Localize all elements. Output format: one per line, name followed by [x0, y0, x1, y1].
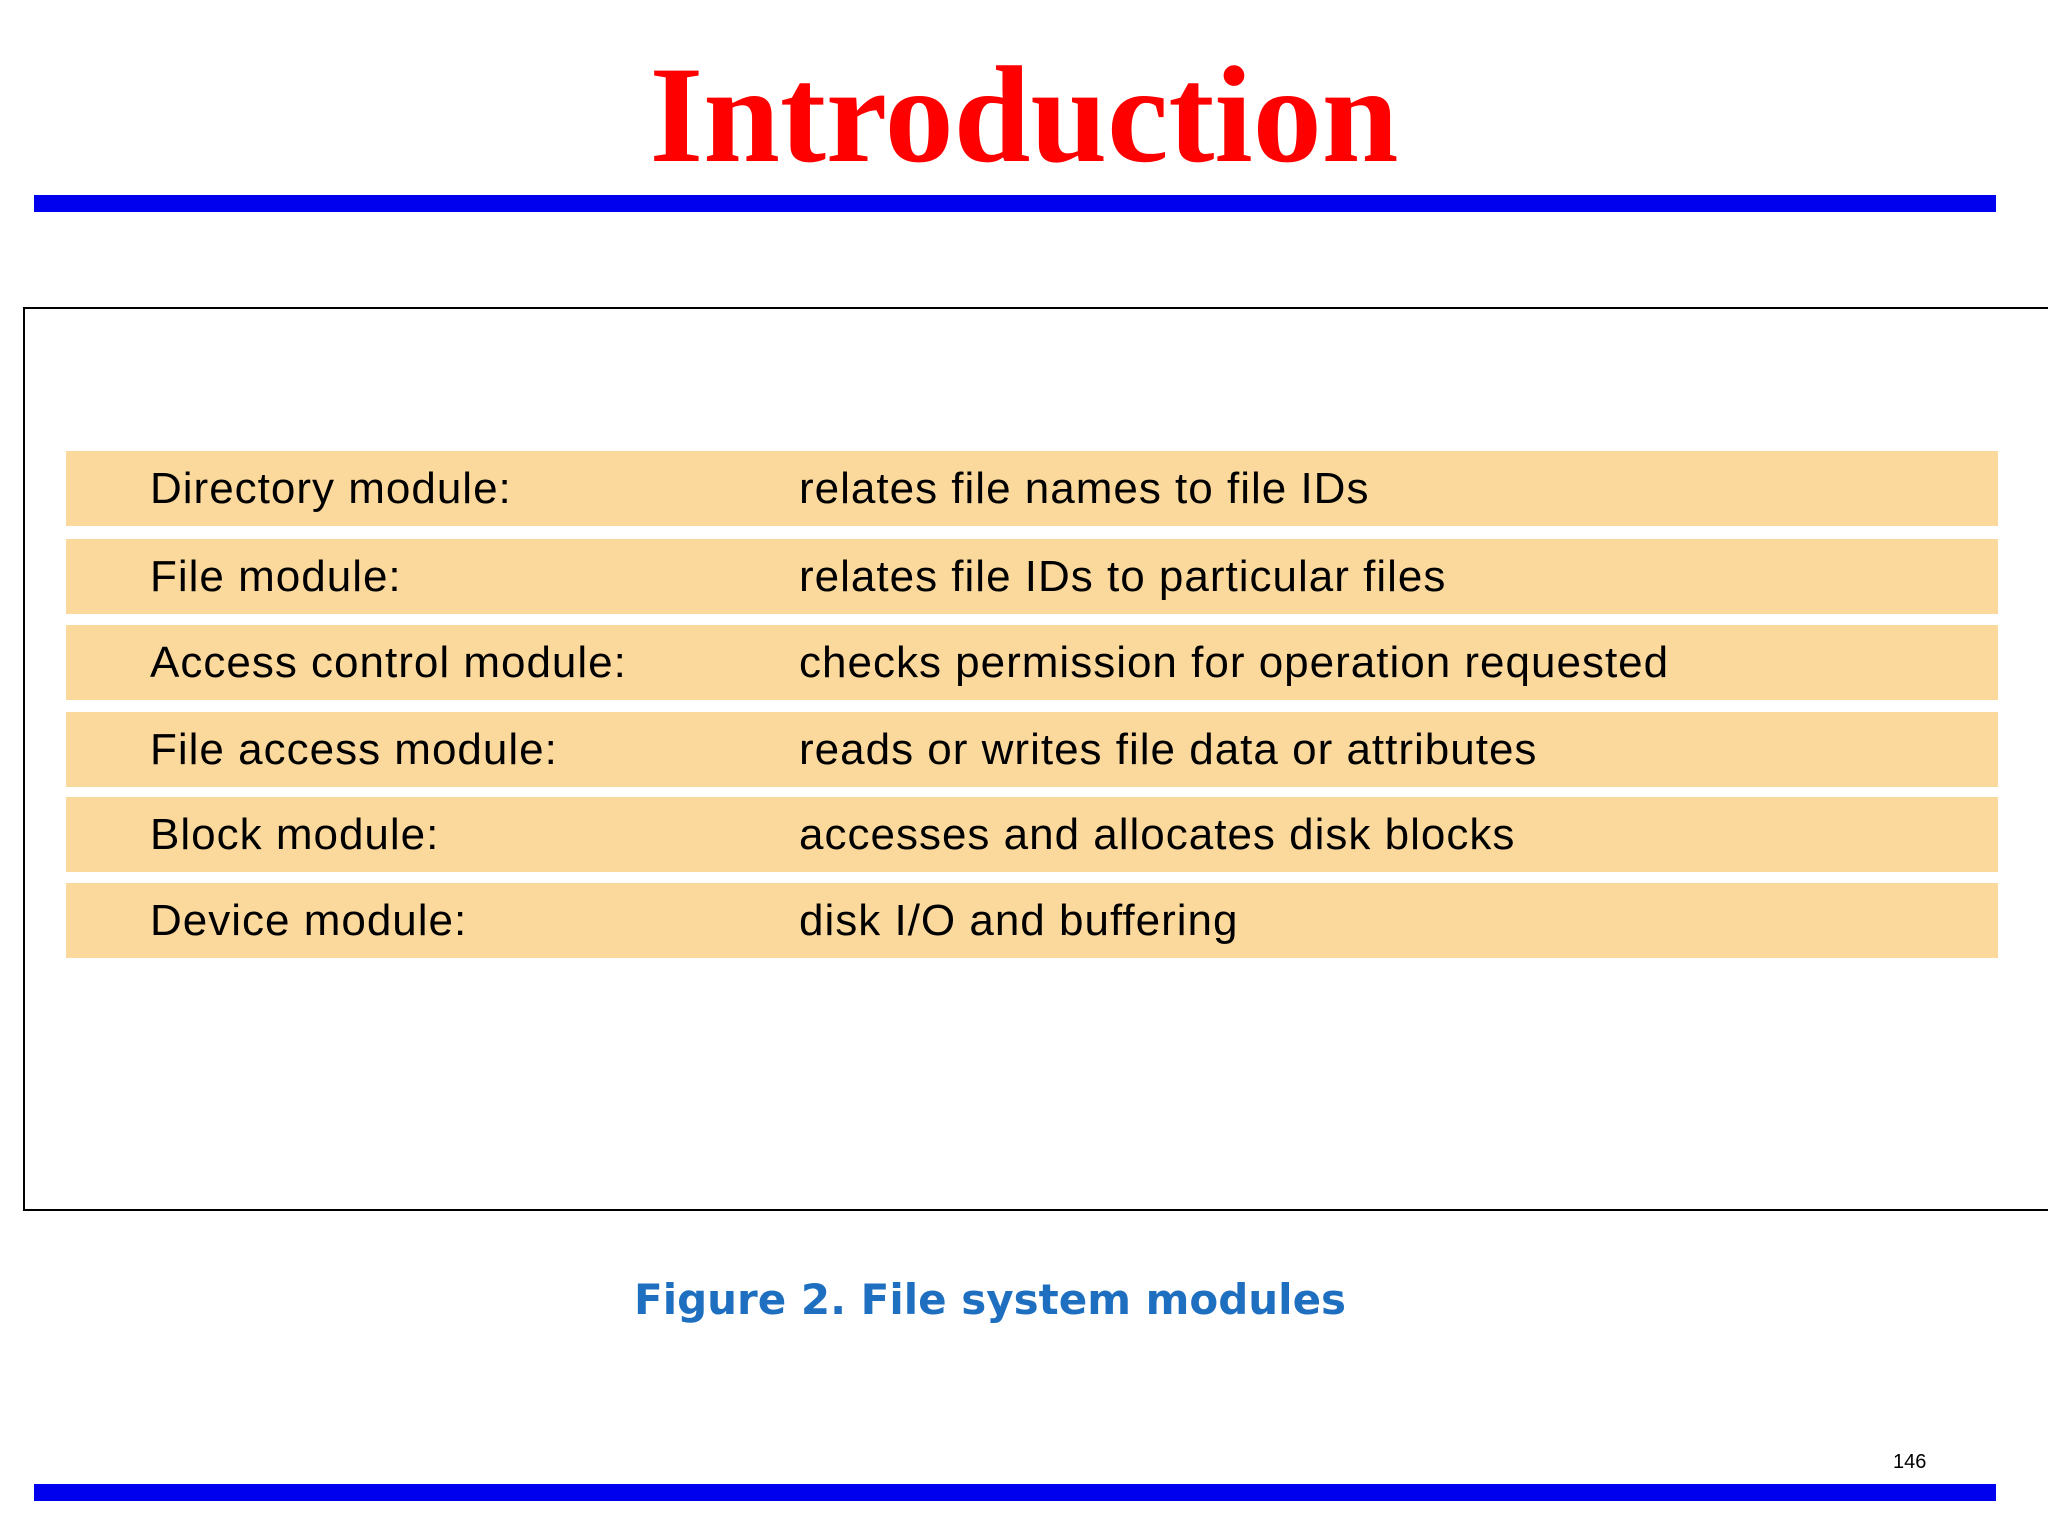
module-row-file — [66, 539, 1998, 614]
module-description: relates file names to file IDs — [799, 463, 1370, 513]
module-name: Device module: — [150, 895, 468, 945]
bottom-divider — [34, 1484, 1996, 1501]
module-row-file-access — [66, 712, 1998, 787]
module-name: Access control module: — [150, 637, 627, 687]
module-description: relates file IDs to particular files — [799, 551, 1447, 601]
module-description: reads or writes file data or attributes — [799, 724, 1538, 774]
module-name: Block module: — [150, 809, 440, 859]
slide-title: Introduction — [649, 38, 1399, 191]
figure-frame — [23, 307, 2048, 1211]
module-description: accesses and allocates disk blocks — [799, 809, 1516, 859]
top-divider — [34, 195, 1996, 212]
module-description: checks permission for operation requested — [799, 637, 1670, 687]
module-description: disk I/O and buffering — [799, 895, 1239, 945]
module-name: File module: — [150, 551, 402, 601]
page-number: 146 — [1893, 1451, 1927, 1473]
module-row-device — [66, 883, 1998, 958]
module-name: File access module: — [150, 724, 558, 774]
module-row-access-control — [66, 625, 1998, 700]
module-row-block — [66, 797, 1998, 872]
module-row-directory — [66, 451, 1998, 526]
figure-caption: Figure 2. File system modules — [634, 1275, 1347, 1324]
module-name: Directory module: — [150, 463, 512, 513]
